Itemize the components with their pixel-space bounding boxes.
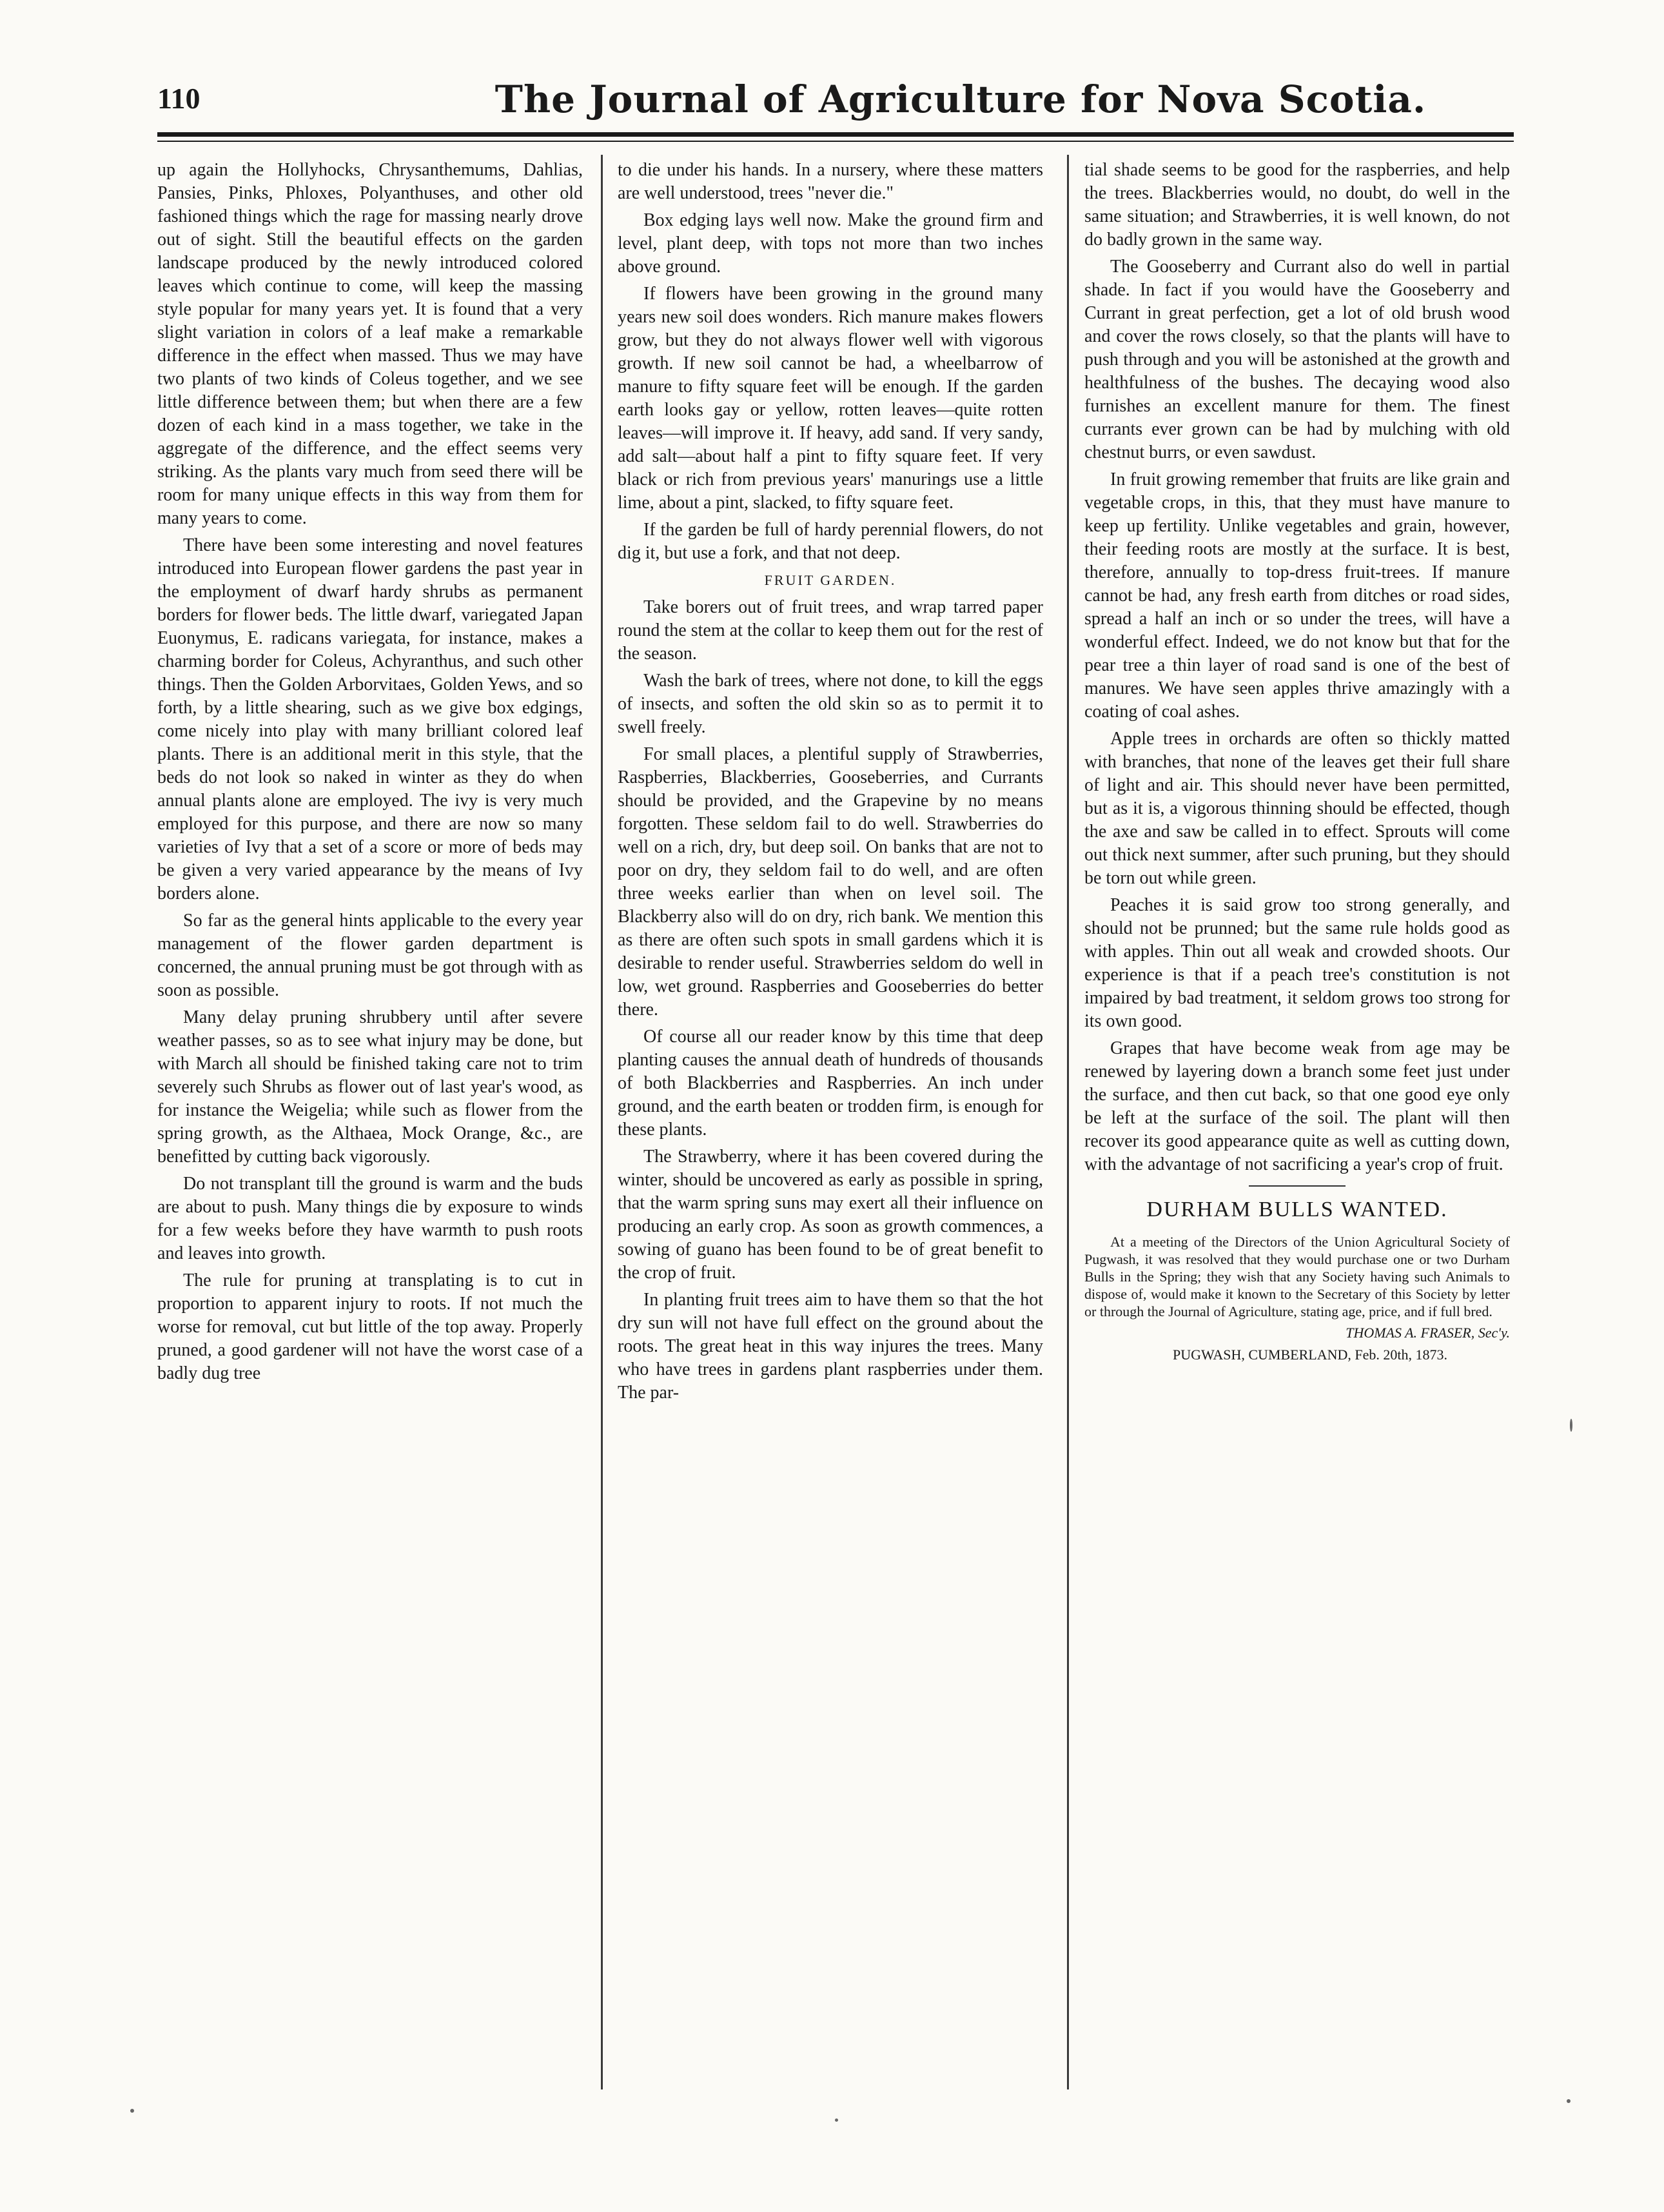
- notice-body: At a meeting of the Directors of the Union Agricultural Society of Pugwash, it was resolved that they would purchase one or two Durham Bulls in the Spring; they wish that any Society having such Animals to dispose of, would make it known to the Secretary of this Society by letter or through the Journal of Agriculture, stating age, price, and if full bred.: [1084, 1234, 1510, 1319]
- print-speck: [835, 2118, 838, 2122]
- paragraph: For small places, a plentiful supply of Strawberries, Raspberries, Blackberries, Gooseberries, and Currants should be provided, and the Grapevine by no means forgotten. These seldom fail to do well. Strawberries do well on a rich, dry, but deep soil. On banks that are not to poor on dry, they seldom fail to do well, and are often three weeks earlier than when on level soil. The Blackberry also will do on dry, rich bank. We mention this as there are often such spots in small gardens which it is desirable to render useful. Strawberries seldom do well in low, wet ground. Raspberries and Gooseberries do better there.: [618, 744, 1043, 1020]
- paragraph: In planting fruit trees aim to have them so that the hot dry sun will not have full effect on the ground about the roots. The great heat in this way injures the trees. Many who have trees in gardens plant raspberries under them. The par-: [618, 1290, 1043, 1403]
- paragraph: Many delay pruning shrubbery until after severe weather passes, so as to see what injury may be done, but with March all should be finished taking care not to trim severely such Shrubs as flower out of last year's wood, as for instance the Weigelia; while such as flower from the spring growth, as the Althaea, Mock Orange, &c., are benefitted by cutting back vigorously.: [157, 1007, 583, 1167]
- header-rule-thick: [157, 132, 1514, 137]
- paragraph: Do not transplant till the ground is warm and the buds are about to push. Many things die by exposure to winds for a few weeks before they have warmth to push roots and leaves into growth.: [157, 1174, 583, 1263]
- paragraph: Take borers out of fruit trees, and wrap tarred paper round the stem at the collar to keep them out for the rest of the season.: [618, 597, 1043, 664]
- notice-separator: [1249, 1185, 1346, 1187]
- paragraph: Box edging lays well now. Make the ground firm and level, plant deep, with tops not more than two inches above ground.: [618, 210, 1043, 277]
- paragraph: So far as the general hints applicable to the every year management of the flower garden department is concerned, the annual pruning must be got through with as soon as possible.: [157, 911, 583, 1000]
- paragraph: Grapes that have become weak from age may be renewed by layering down a branch some feet just under the surface, and then cut back, so that one good eye only be left at the surface of the soil. The plant will then recover its good appearance quite as well as cutting down, with the advantage of not sacrificing a year's crop of fruit.: [1084, 1038, 1510, 1174]
- header-rule-thin: [157, 141, 1514, 142]
- article-column-left: [157, 159, 583, 2093]
- paragraph: Of course all our reader know by this time that deep planting causes the annual death of hundreds of thousands of both Blackberries and Raspberries. An inch under ground, and the earth beaten or trodden firm, is enough for these plants.: [618, 1027, 1043, 1140]
- paragraph: The rule for pruning at transplating is to cut in proportion to apparent injury to roots. If not much the worse for removal, cut but little of the top away. Properly pruned, a good gardener will not have the worst case of a badly dug tree: [157, 1270, 583, 1383]
- notice-place-date: PUGWASH, CUMBERLAND, Feb. 20th, 1873.: [1173, 1347, 1447, 1363]
- paragraph: Apple trees in orchards are often so thickly matted with branches, that none of the leaves get their full share of light and air. This should never have been permitted, but as it is, a vigorous thinning should be effected, though the axe and saw be called in to effect. Sprouts will come out thick next summer, after such pruning, but they should be torn out while green.: [1084, 729, 1510, 888]
- paragraph: The Strawberry, where it has been covered during the winter, should be uncovered as early as possible in spring, that the warm spring suns may exert all their influence on producing an early crop. As soon as growth commences, a sowing of guano has been found to be of great benefit to the crop of fruit.: [618, 1147, 1043, 1283]
- column-divider-right: [1067, 155, 1069, 2089]
- notice-title: DURHAM BULLS WANTED.: [1146, 1198, 1448, 1221]
- notice-signature: THOMAS A. FRASER, Sec'y.: [1346, 1325, 1510, 1341]
- paragraph: up again the Hollyhocks, Chrysanthemums, Dahlias, Pansies, Pinks, Phloxes, Polyanthuses, and other old fashioned things which the rage for massing nearly drove out of sight. Still the beautiful effects on the garden landscape produced by the newly introduced colored leaves which continue to come, will keep the massing style popular for many years yet. It is found that a very slight variation in colors of a leaf make a remarkable difference in the effect when massed. Thus we may have two plants of two kinds of Coleus together, and we see little difference between them; but when there are a few dozen of each kind in a mass together, we take in the aggregate of the difference, and the effect seems very striking. As the plants vary much from seed there will be room for many unique effects in this way from them for many years to come.: [157, 160, 583, 528]
- column-divider-left: [601, 155, 603, 2089]
- paragraph: In fruit growing remember that fruits are like grain and vegetable crops, in this, that they must have manure to keep up fertility. Unlike vegetables and grain, however, their feeding roots are mostly at the surface. It is best, therefore, annually to top-dress fruit-trees. If manure cannot be had, any fresh earth from ditches or road sides, spread a half an inch or so under the trees, will have a wonderful effect. Indeed, we do not know but that for the pear tree a thin layer of road sand is one of the best of manures. We have seen apples thrive amazingly with a coating of coal ashes.: [1084, 469, 1510, 722]
- section-heading-fruit-garden: FRUIT GARDEN.: [764, 572, 897, 588]
- print-speck: [130, 2109, 134, 2113]
- paragraph: Peaches it is said grow too strong generally, and should not be prunned; but the same rule holds good as with apples. Thin out all weak and crowded shoots. Our experience is that if a peach tree's constitution is not impaired by bad treatment, it seldom grows too strong for its own good.: [1084, 895, 1510, 1031]
- page-number: 110: [157, 82, 201, 115]
- article-column-right: [1084, 159, 1510, 2093]
- running-title: The Journal of Agriculture for Nova Scotia.: [494, 77, 1427, 121]
- paragraph: Wash the bark of trees, where not done, to kill the eggs of insects, and soften the old skin so as to permit it to swell freely.: [618, 671, 1043, 737]
- print-speck: [1570, 1419, 1572, 1432]
- paragraph: to die under his hands. In a nursery, where these matters are well understood, trees "never die.": [618, 160, 1043, 203]
- paragraph: The Gooseberry and Currant also do well in partial shade. In fact if you would have the Gooseberry and Currant in great perfection, get a lot of old brush wood and cover the rows closely, so that the plants will have to push through and you will be astonished at the growth and healthfulness of the bushes. The decaying wood also furnishes an excellent manure for them. The finest currants ever grown can be had by mulching with old chestnut burrs, or even sawdust.: [1084, 257, 1510, 462]
- paragraph: If flowers have been growing in the ground many years new soil does wonders. Rich manure makes flowers grow, but they do not always flower well with vigorous growth. If new soil cannot be had, a wheelbarrow of manure to fifty square feet will be enough. If the garden earth looks gay or yellow, rotten leaves—quite rotten leaves—will improve it. If heavy, add sand. If very sandy, add salt—about half a pint to fifty square feet. If very black or rich from previous years' manurings use a little lime, about a pint, slacked, to fifty square feet.: [618, 284, 1043, 513]
- article-column-middle: [618, 159, 1043, 2093]
- print-speck: [1567, 2099, 1571, 2103]
- paragraph: If the garden be full of hardy perennial flowers, do not dig it, but use a fork, and that not deep.: [618, 520, 1043, 563]
- paragraph: There have been some interesting and novel features introduced into European flower gardens the past year in the employment of dwarf hardy shrubs as permanent borders for flower beds. The little dwarf, variegated Japan Euonymus, E. radicans variegata, for instance, makes a charming border for Coleus, Achyranthus, and such other things. Then the Golden Arborvitaes, Golden Yews, and so forth, by a little shearing, such as we give box edgings, come nicely into play with many brilliant colored leaf plants. There is an additional merit in this style, that the beds do not look so naked in winter as they do when annual plants alone are employed. The ivy is very much employed for this purpose, and there are now so many varieties of Ivy that a set of a score or more of beds may be given a very varied appearance by the means of Ivy borders alone.: [157, 535, 583, 904]
- paragraph: tial shade seems to be good for the raspberries, and help the trees. Blackberries would, no doubt, do well in the same situation; and Strawberries, it is well known, do not do badly grown in the same way.: [1084, 160, 1510, 250]
